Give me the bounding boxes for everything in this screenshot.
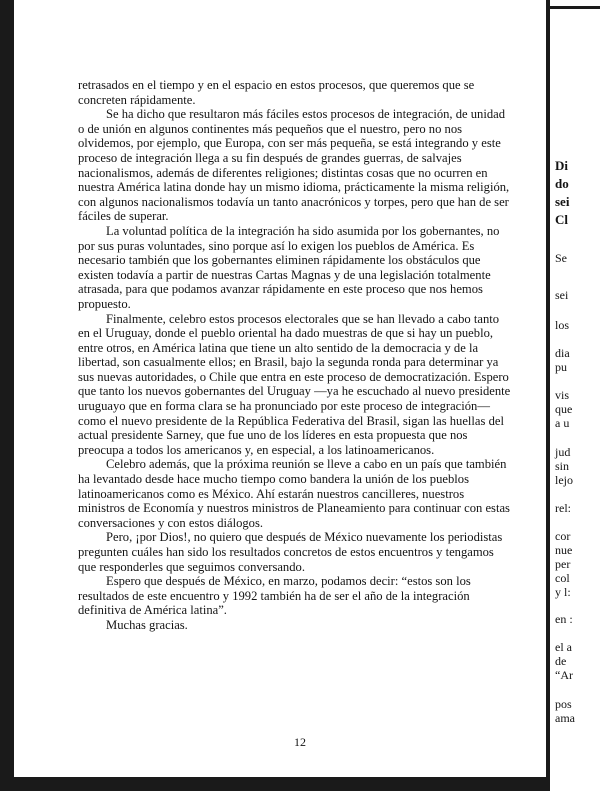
scan-bottom-edge [14,777,550,791]
next-page-line: pu [555,360,567,374]
next-page-line: Se [555,251,567,265]
next-page-line: jud [555,445,571,459]
next-page-line: Cl [555,212,568,227]
scan-left-edge [0,0,14,791]
paragraph-elections: Finalmente, celebro estos procesos electorales que se han llevado a cabo tanto en el Uruguay, donde el pueblo oriental ha dado muestras de que si hay un pueblo, entre otros, en América latina que tiene un alto sentido de la democracia y de la libertad, son casualmente ellos; en Brasil, bajo la segunda ronda para determinar ya sus nuevas autoridades, o Chile que entra en este proceso de democratización. Espero que tanto los nuevos gobernantes del Uruguay —ya he escuchado al nuevo presidente uruguayo que en forma clara se ha pronunciado por este proceso de integración— como el nuevo presidente de la República Federativa del Brasil, sigan las huellas del actual presidente Sarney, que fue uno de los líderes en esta propuesta que nos preocupa a todos los americanos y, en especial, a los latinoamericanos. [78,311,511,457]
next-page-line: col [555,571,570,585]
next-page-fragment [550,0,600,791]
next-page-line: Di [555,158,568,173]
next-page-line: cor [555,529,571,543]
next-page-line: vis [555,388,570,402]
next-page-line: el a [555,640,572,654]
next-page-line: sei [555,194,570,209]
next-page-line: y l: [555,585,571,599]
paragraph-political-will: La voluntad política de la integración ha sido asumida por los gobernantes, no por sus puras voluntades, sino porque así lo exigen los pueblos de América. Es necesario también que los gobernantes eliminen rápidamente los obstáculos que existen todavía a partir de nuestras Cartas Magnas y de una legislación totalmente atrasada, para que podamos avanzar rápidamente en este proceso que nos hemos propuesto. [78,223,500,311]
next-page-line: ama [555,711,575,725]
paragraph-results: Espero que después de México, en marzo, podamos decir: “estos son los resultados de este encuentro y 1992 también ha de ser el año de la integración definitiva de América latina”. [78,574,471,618]
next-page-line: dia [555,346,570,360]
next-page-line: de [555,654,567,668]
paragraph-closing: Muchas gracias. [106,617,188,632]
next-page-line: do [555,176,569,191]
next-page-line: rel: [555,501,571,515]
next-page-line: pos [555,697,572,711]
next-page-line: lejo [555,473,573,487]
next-page-line: nue [555,543,573,557]
scan-left-edge-gap [14,0,17,791]
next-page-line: en : [555,612,573,626]
next-page-line: per [555,557,571,571]
next-page-line: “Ar [555,668,573,682]
next-page-line: a u [555,416,570,430]
paragraph-mexico: Celebro además, que la próxima reunión se lleve a cabo en un país que también ha levantado desde hace mucho tiempo como bandera la unión de los pueblos latinoamericanos como es México. Ahí estarán nuestros cancilleres, nuestros ministros de Economía y nuestros ministros de Planeamiento para continuar con estas conversaciones y con estos diálogos. [78,457,510,530]
speech-text [78,78,512,633]
next-page-line: sin [555,459,570,473]
next-page-top-line [550,6,600,9]
paragraph-continuation: retrasados en el tiempo y en el espacio en estos procesos, que queremos que se concreten rápidamente. [78,78,475,107]
page-number: 12 [294,735,306,749]
paragraph-europe: Se ha dicho que resultaron más fáciles estos procesos de integración, de unidad o de unión en algunos continentes más pequeños que el nuestro, pero no nos olvidemos, por ejemplo, que Europa, con ser más pequeña, se está integrando y este proceso de integración llega a su fin después de grandes guerras, de salvajes nacionalismos, además de diferentes religiones; distintas cosas que no ocurren en nuestra América latina donde hay un mismo idioma, prácticamente la misma religión, con algunos nacionalismos todavía un tanto anacrónicos y torpes, pero que han de ser fáciles de superar. [78,107,510,224]
next-page-line: sei [555,288,569,302]
next-page-line: que [555,402,573,416]
next-page-line: los [555,318,570,332]
paragraph-journalists: Pero, ¡por Dios!, no quiero que después de México nuevamente los periodistas pregunten cuáles han sido los resultados concretos de estos encuentros y tengamos que responderles que seguimos conversando. [78,530,503,574]
